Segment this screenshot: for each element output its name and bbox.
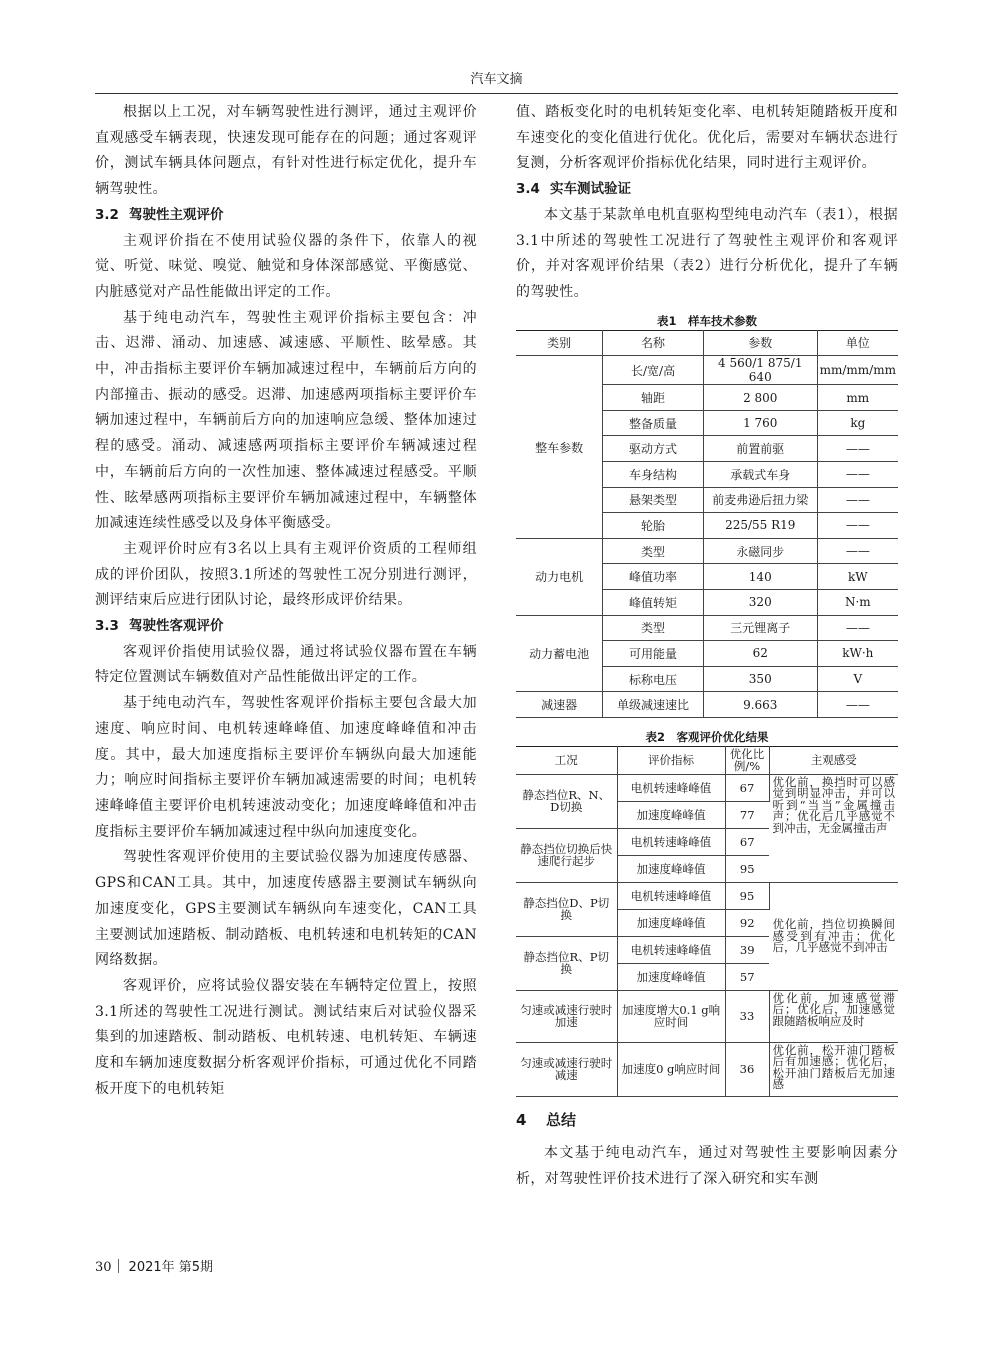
table1	[516, 330, 898, 718]
unit-cell: ——	[817, 615, 898, 641]
paragraph: 本文基于纯电动汽车，通过对驾驶性主要影响因素分析，对驾驶性评价技术进行了深入研究和实车测	[516, 1144, 898, 1187]
unit-cell: kg	[817, 410, 898, 436]
unit-cell: V	[817, 666, 898, 692]
right-column	[516, 100, 898, 1192]
percent-cell: 36	[725, 1042, 769, 1096]
name-cell: 长/宽/高	[603, 356, 704, 385]
category-cell: 动力电机	[516, 538, 603, 615]
param-cell: 2 800	[703, 385, 817, 411]
table-row	[516, 990, 898, 1042]
indicator-cell: 加速度峰峰值	[617, 801, 725, 828]
issue-label: 2021年 第5期	[128, 1260, 214, 1275]
paragraph: 本文基于某款单电机直驱构型纯电动汽车（表1），根据3.1中所述的驾驶性工况进行了驾驶性主观评价和客观评价，并对客观评价结果（表2）进行分析优化，提升了车辆的驾驶性。	[516, 206, 898, 300]
condition-cell: 静态挡位切换后快速爬行起步	[516, 828, 617, 882]
footer-divider	[118, 1259, 119, 1273]
name-cell: 轮胎	[603, 513, 704, 539]
indicator-cell: 加速度峰峰值	[617, 963, 725, 990]
paragraph: 值、踏板变化时的电机转矩变化率、电机转矩随踏板开度和车速变化的变化值进行优化。优化后，需要对车辆状态进行复测，分析客观评价指标优化结果，同时进行主观评价。	[516, 104, 898, 172]
paragraph: 客观评价，应将试验仪器安装在车辆特定位置上，按照3.1所述的驾驶性工况进行测试。测试结束后对试验仪器采集到的加速踏板、制动踏板、电机转速、电机转矩、车辆速度和车辆加速度数据分析客观评价指标，可通过优化不同踏板开度下的电机转矩	[95, 977, 477, 1097]
running-header	[95, 70, 898, 94]
indicator-cell: 加速度增大0.1 g响应时间	[617, 990, 725, 1042]
condition-cell: 匀速或减速行驶时减速	[516, 1042, 617, 1096]
column-header: 参数	[703, 330, 817, 356]
feeling-cell: 优化前，换挡时可以感觉到明显冲击，并可以听到“当当”金属撞击声；优化后几乎感觉不到冲击，无金属撞击声	[769, 774, 898, 882]
paragraph: 基于纯电动汽车，驾驶性客观评价指标主要包含最大加速度、响应时间、电机转速峰峰值、加速度峰峰值和冲击度。其中，最大加速度指标主要评价车辆纵向最大加速能力；响应时间指标主要评价车辆加减速需要的时间；电机转速峰峰值主要评价电机转速波动变化；加速度峰峰值和冲击度指标主要评价车辆加减速过程中纵向加速度变化。	[95, 695, 477, 840]
section-number: 3.2	[95, 206, 119, 223]
paragraph: 驾驶性客观评价使用的主要试验仪器为加速度传感器、GPS和CAN工具。其中，加速度传感器主要测试车辆纵向加速度变化，GPS主要测试车辆纵向车速变化，CAN工具主要测试加速踏板、制动踏板、电机转速和电机转矩的CAN网络数据。	[95, 849, 477, 969]
unit-cell: ——	[817, 513, 898, 539]
indicator-cell: 电机转速峰峰值	[617, 882, 725, 909]
percent-cell: 67	[725, 774, 769, 801]
unit-cell: mm	[817, 385, 898, 411]
indicator-cell: 电机转速峰峰值	[617, 828, 725, 855]
name-cell: 标称电压	[603, 666, 704, 692]
section-heading-3-3	[95, 614, 477, 640]
param-cell: 140	[703, 564, 817, 590]
column-header: 单位	[817, 330, 898, 356]
param-cell: 1 760	[703, 410, 817, 436]
unit-cell: ——	[817, 487, 898, 513]
name-cell: 驱动方式	[603, 436, 704, 462]
section-title: 实车测试验证	[550, 181, 631, 198]
column-header: 工况	[516, 746, 617, 774]
name-cell: 整备质量	[603, 410, 704, 436]
column-header: 优化比例/%	[725, 746, 769, 774]
category-cell: 减速器	[516, 692, 603, 718]
column-header: 主观感受	[769, 746, 898, 774]
name-cell: 类型	[603, 538, 704, 564]
percent-cell: 67	[725, 828, 769, 855]
unit-cell: kW·h	[817, 641, 898, 667]
percent-cell: 39	[725, 936, 769, 963]
table-row	[516, 882, 898, 909]
param-cell: 承载式车身	[703, 462, 817, 488]
param-cell: 350	[703, 666, 817, 692]
section-title: 总结	[546, 1110, 577, 1129]
percent-cell: 95	[725, 882, 769, 909]
section-number: 3.3	[95, 618, 119, 635]
table-row	[516, 538, 898, 564]
table2-body	[516, 774, 898, 1096]
condition-cell: 静态挡位R、P切换	[516, 936, 617, 990]
param-cell: 前麦弗逊后扭力梁	[703, 487, 817, 513]
paragraph: 根据以上工况，对车辆驾驶性进行测评，通过主观评价直观感受车辆表现，快速发现可能存在的问题；通过客观评价，测试车辆具体问题点，有针对性进行标定优化，提升车辆驾驶性。	[95, 104, 477, 198]
feeling-cell: 优化前，松开油门踏板后有加速感；优化后，松开油门踏板后无加速感	[769, 1042, 898, 1096]
section-heading-3-4	[516, 177, 898, 203]
page-number: 30	[95, 1260, 112, 1275]
section-heading-4	[516, 1107, 898, 1133]
name-cell: 峰值转矩	[603, 589, 704, 615]
paragraph: 主观评价时应有3名以上具有主观评价资质的工程师组成的评价团队，按照3.1所述的驾驶性工况分别进行测评，测评结束后应进行团队讨论，最终形成评价结果。	[95, 540, 477, 609]
column-header: 评价指标	[617, 746, 725, 774]
indicator-cell: 加速度峰峰值	[617, 909, 725, 936]
percent-cell: 92	[725, 909, 769, 936]
percent-cell: 57	[725, 963, 769, 990]
table-row	[516, 615, 898, 641]
paragraph: 基于纯电动汽车，驾驶性主观评价指标主要包含：冲击、迟滞、涌动、加速感、减速感、平顺性、眩晕感。其中，冲击指标主要评价车辆加减速过程中，车辆前后方向的内部撞击、振动的感受。迟滞、加速感两项指标主要评价车辆加速过程中，车辆前后方向的加速响应急缓、整体加速过程的感受。涌动、减速感两项指标主要评价车辆减速过程中，车辆前后方向的一次性加速、整体减速过程感受。平顺性、眩晕感两项指标主要评价车辆加减速过程中，车辆整体加减速连续性感受以及身体平衡感受。	[95, 309, 477, 532]
name-cell: 车身结构	[603, 462, 704, 488]
unit-cell: ——	[817, 436, 898, 462]
section-number: 4	[516, 1110, 527, 1129]
feeling-cell: 优化前，挡位切换瞬间感受到有冲击；优化后，几乎感觉不到冲击	[769, 882, 898, 990]
param-cell: 永磁同步	[703, 538, 817, 564]
table1-caption: 表1 样车技术参数	[656, 313, 757, 328]
table-header-row	[516, 746, 898, 774]
indicator-cell: 加速度0 g响应时间	[617, 1042, 725, 1096]
name-cell: 峰值功率	[603, 564, 704, 590]
name-cell: 悬架类型	[603, 487, 704, 513]
condition-cell: 匀速或减速行驶时加速	[516, 990, 617, 1042]
category-cell: 动力蓄电池	[516, 615, 603, 692]
section-heading-3-2	[95, 203, 477, 229]
table-row	[516, 1042, 898, 1096]
section-number: 3.4	[516, 181, 540, 198]
param-cell: 9.663	[703, 692, 817, 718]
param-cell: 62	[703, 641, 817, 667]
left-column	[95, 100, 477, 1102]
percent-cell: 33	[725, 990, 769, 1042]
category-cell: 整车参数	[516, 356, 603, 539]
table-row	[516, 774, 898, 801]
table-row	[516, 692, 898, 718]
name-cell: 可用能量	[603, 641, 704, 667]
name-cell: 单级减速速比	[603, 692, 704, 718]
page-footer	[95, 1258, 213, 1278]
name-cell: 轴距	[603, 385, 704, 411]
table2-caption: 表2 客观评价优化结果	[645, 729, 769, 744]
indicator-cell: 加速度峰峰值	[617, 855, 725, 882]
table-header-row	[516, 330, 898, 356]
param-cell: 225/55 R19	[703, 513, 817, 539]
journal-name: 汽车文摘	[470, 72, 523, 87]
indicator-cell: 电机转速峰峰值	[617, 774, 725, 801]
column-header: 类别	[516, 330, 603, 356]
unit-cell: ——	[817, 462, 898, 488]
table-row	[516, 356, 898, 385]
condition-cell: 静态挡位R、N、D切换	[516, 774, 617, 828]
column-header: 名称	[603, 330, 704, 356]
param-cell: 320	[703, 589, 817, 615]
section-title: 驾驶性客观评价	[129, 618, 224, 635]
unit-cell: mm/mm/mm	[817, 356, 898, 385]
name-cell: 类型	[603, 615, 704, 641]
paragraph: 主观评价指在不使用试验仪器的条件下，依靠人的视觉、听觉、味觉、嗅觉、触觉和身体深部感觉、平衡感觉、内脏感觉对产品性能做出评定的工作。	[95, 232, 477, 300]
percent-cell: 95	[725, 855, 769, 882]
table2	[516, 746, 898, 1097]
indicator-cell: 电机转速峰峰值	[617, 936, 725, 963]
param-cell: 4 560/1 875/1 640	[703, 356, 817, 385]
unit-cell: kW	[817, 564, 898, 590]
param-cell: 三元锂离子	[703, 615, 817, 641]
section-title: 驾驶性主观评价	[129, 206, 224, 223]
param-cell: 前置前驱	[703, 436, 817, 462]
condition-cell: 静态挡位D、P切换	[516, 882, 617, 936]
table1-body	[516, 356, 898, 718]
percent-cell: 77	[725, 801, 769, 828]
feeling-cell: 优化前，加速感觉滞后；优化后，加速感觉跟随踏板响应及时	[769, 990, 898, 1042]
paragraph: 客观评价指使用试验仪器，通过将试验仪器布置在车辆特定位置测试车辆数值对产品性能做出评定的工作。	[95, 643, 477, 686]
unit-cell: ——	[817, 538, 898, 564]
unit-cell: N·m	[817, 589, 898, 615]
unit-cell: ——	[817, 692, 898, 718]
